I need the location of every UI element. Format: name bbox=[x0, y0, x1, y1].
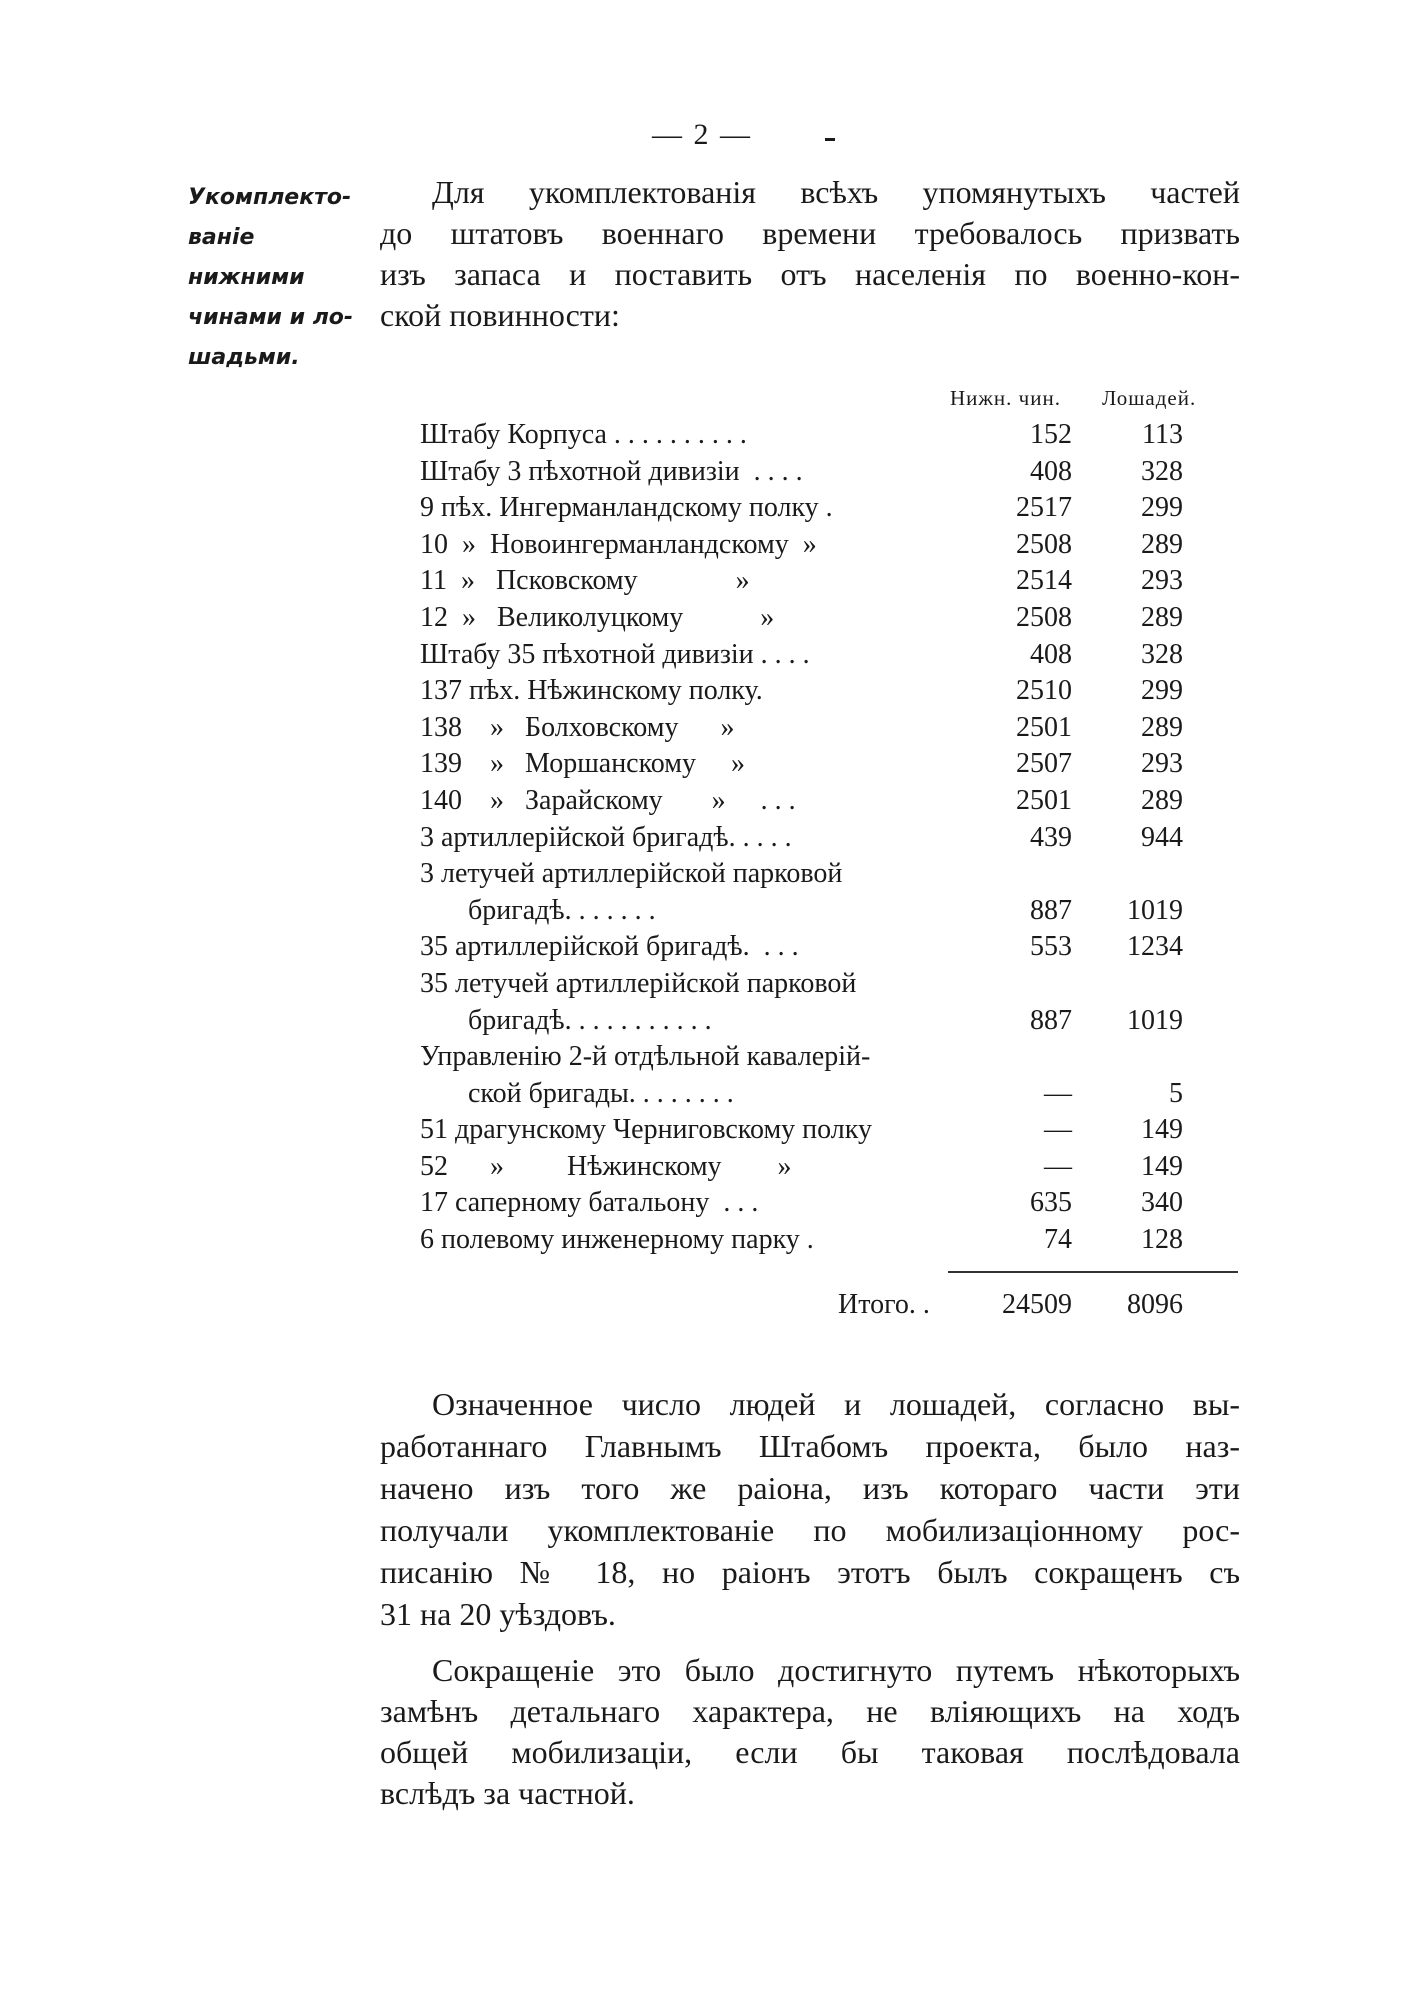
table-row bbox=[420, 600, 1240, 637]
row-horse-count: 113 bbox=[1142, 419, 1183, 450]
row-men-count: 74 bbox=[1044, 1224, 1072, 1256]
row-label: 9 пѣх. Ингерманландскому полку . bbox=[420, 492, 833, 524]
allocation-table bbox=[420, 417, 1240, 1259]
row-men-count: 2501 bbox=[1016, 711, 1072, 743]
table-row bbox=[420, 1222, 1240, 1259]
row-label: Штабу 35 пѣхотной дивизіи . . . . bbox=[420, 638, 810, 670]
row-label: 51 драгунскому Черниговскому полку bbox=[420, 1114, 872, 1146]
row-horse-count: 289 bbox=[1141, 784, 1183, 816]
table-row bbox=[420, 856, 1240, 893]
row-men-count: 2508 bbox=[1016, 528, 1072, 560]
row-men-count: 553 bbox=[1030, 931, 1072, 963]
intro-paragraph bbox=[380, 172, 1240, 336]
table-row bbox=[420, 820, 1240, 857]
row-men-count: — bbox=[1044, 1077, 1072, 1109]
paragraph-line: ской повинности: bbox=[380, 297, 620, 333]
row-men-count: — bbox=[1044, 1114, 1072, 1146]
row-men-count: 887 bbox=[1030, 1004, 1072, 1036]
page-mark bbox=[825, 138, 835, 141]
row-horse-count: 128 bbox=[1141, 1224, 1183, 1256]
paragraph-line: вслѣдъ за частной. bbox=[380, 1775, 635, 1811]
row-horse-count: 293 bbox=[1141, 565, 1183, 597]
row-men-count: 439 bbox=[1030, 821, 1072, 853]
row-label: 137 пѣх. Нѣжинскому полку. bbox=[420, 675, 763, 707]
row-men-count: 152 bbox=[1030, 419, 1072, 450]
total-label: Итого. . bbox=[838, 1289, 930, 1320]
paragraph-reduction bbox=[380, 1650, 1240, 1814]
paragraph-line: Сокращеніе это было достигнуто путемъ нѣкоторыхъ bbox=[432, 1652, 1240, 1688]
row-men-count: 408 bbox=[1030, 455, 1072, 487]
row-men-count: 2514 bbox=[1016, 565, 1072, 597]
row-horse-count: 299 bbox=[1141, 492, 1183, 524]
row-label: 17 саперному батальону . . . bbox=[420, 1187, 759, 1219]
table-row bbox=[420, 783, 1240, 820]
row-label: 138 » Болховскому » bbox=[420, 711, 735, 743]
row-horse-count: 328 bbox=[1141, 455, 1183, 487]
row-horse-count: 289 bbox=[1141, 711, 1183, 743]
table-row bbox=[420, 1076, 1240, 1113]
row-horse-count: 293 bbox=[1141, 748, 1183, 780]
row-label: Штабу Корпуса . . . . . . . . . . bbox=[420, 419, 747, 450]
row-label: ской бригады. . . . . . . . bbox=[468, 1077, 734, 1109]
margin-note-line: чинами и ло- bbox=[188, 305, 354, 330]
table-row bbox=[420, 1112, 1240, 1149]
row-horse-count: 299 bbox=[1141, 675, 1183, 707]
table-row bbox=[420, 527, 1240, 564]
table-row bbox=[420, 893, 1240, 930]
table-row bbox=[420, 563, 1240, 600]
paragraph-line: 31 на 20 уѣздовъ. bbox=[380, 1596, 616, 1632]
paragraph-allocation bbox=[380, 1383, 1240, 1635]
row-horse-count: 5 bbox=[1169, 1077, 1183, 1109]
row-label: Управленію 2-й отдѣльной кавалерій- bbox=[420, 1041, 871, 1073]
row-men-count: 2517 bbox=[1016, 492, 1072, 524]
row-men-count: 2510 bbox=[1016, 675, 1072, 707]
paragraph-line: получали укомплектованіе по мобилизаціонному рос- bbox=[380, 1512, 1240, 1548]
row-horse-count: 289 bbox=[1141, 528, 1183, 560]
table-row bbox=[420, 929, 1240, 966]
column-header-horses: Лошадей. bbox=[1102, 386, 1197, 410]
row-label: 3 артиллерійской бригадѣ. . . . . bbox=[420, 821, 792, 853]
table-row bbox=[420, 1039, 1240, 1076]
row-label: 140 » Зарайскому » . . . bbox=[420, 784, 796, 816]
margin-note-line: шадьми. bbox=[188, 345, 300, 370]
row-horse-count: 149 bbox=[1141, 1150, 1183, 1182]
row-horse-count: 1019 bbox=[1127, 894, 1183, 926]
row-label: 11 » Псковскому » bbox=[420, 565, 750, 597]
row-men-count: 2501 bbox=[1016, 784, 1072, 816]
column-header-men: Нижн. чин. bbox=[950, 386, 1061, 410]
paragraph-line: начено изъ того же раіона, изъ котораго части эти bbox=[380, 1470, 1240, 1506]
row-horse-count: 1234 bbox=[1127, 931, 1183, 963]
table-row bbox=[420, 637, 1240, 674]
table-row bbox=[420, 746, 1240, 783]
paragraph-line: замѣнъ детальнаго характера, не вліяющихъ на ходъ bbox=[380, 1693, 1240, 1729]
margin-note-line: Укомплекто- bbox=[188, 185, 352, 210]
table-row bbox=[420, 710, 1240, 747]
margin-note bbox=[188, 178, 368, 378]
table-row bbox=[420, 454, 1240, 491]
row-horse-count: 289 bbox=[1141, 601, 1183, 633]
row-men-count: 2508 bbox=[1016, 601, 1072, 633]
row-label: 35 артиллерійской бригадѣ. . . . bbox=[420, 931, 799, 963]
row-men-count: 408 bbox=[1030, 638, 1072, 670]
row-horse-count: 1019 bbox=[1127, 1004, 1183, 1036]
table-row bbox=[420, 966, 1240, 1003]
margin-note-line: ваніе нижними bbox=[188, 225, 305, 290]
table-row bbox=[420, 1185, 1240, 1222]
row-label: 10 » Новоингерманландскому » bbox=[420, 528, 817, 560]
table-row bbox=[420, 490, 1240, 527]
page-number: — 2 — bbox=[652, 118, 752, 151]
paragraph-line: до штатовъ военнаго времени требовалось призвать bbox=[380, 215, 1240, 251]
paragraph-line: работаннаго Главнымъ Штабомъ проекта, было наз- bbox=[380, 1428, 1240, 1464]
row-label: 6 полевому инженерному парку . bbox=[420, 1224, 814, 1256]
total-rule bbox=[948, 1271, 1238, 1273]
row-men-count: — bbox=[1044, 1150, 1072, 1182]
row-men-count: 887 bbox=[1030, 894, 1072, 926]
row-horse-count: 149 bbox=[1141, 1114, 1183, 1146]
row-label: 12 » Великолуцкому » bbox=[420, 601, 775, 633]
row-label: Штабу 3 пѣхотной дивизіи . . . . bbox=[420, 455, 803, 487]
paragraph-line: изъ запаса и поставить отъ населенія по военно-кон- bbox=[380, 256, 1240, 292]
table-row bbox=[420, 1003, 1240, 1040]
row-horse-count: 340 bbox=[1141, 1187, 1183, 1219]
table-row bbox=[420, 673, 1240, 710]
row-horse-count: 944 bbox=[1141, 821, 1183, 853]
paragraph-line: Означенное число людей и лошадей, согласно вы- bbox=[432, 1386, 1240, 1422]
total-horses: 8096 bbox=[1127, 1289, 1183, 1320]
row-label: 52 » Нѣжинскому » bbox=[420, 1150, 792, 1182]
row-men-count: 2507 bbox=[1016, 748, 1072, 780]
table-row bbox=[420, 1149, 1240, 1186]
paragraph-line: общей мобилизаціи, если бы таковая послѣдовала bbox=[380, 1734, 1240, 1770]
table-row bbox=[420, 417, 1240, 454]
row-label: 35 летучей артиллерійской парковой bbox=[420, 967, 857, 999]
row-men-count: 635 bbox=[1030, 1187, 1072, 1219]
paragraph-line: писанію № 18, но раіонъ этотъ былъ сокращенъ съ bbox=[380, 1554, 1240, 1590]
row-label: 139 » Моршанскому » bbox=[420, 748, 745, 780]
row-horse-count: 328 bbox=[1141, 638, 1183, 670]
paragraph-line: Для укомплектованія всѣхъ упомянутыхъ частей bbox=[432, 174, 1240, 210]
row-label: 3 летучей артиллерійской парковой bbox=[420, 858, 843, 890]
row-label: бригадѣ. . . . . . . . . . . bbox=[468, 1004, 712, 1036]
total-men: 24509 bbox=[1002, 1289, 1072, 1320]
row-label: бригадѣ. . . . . . . bbox=[468, 894, 656, 926]
